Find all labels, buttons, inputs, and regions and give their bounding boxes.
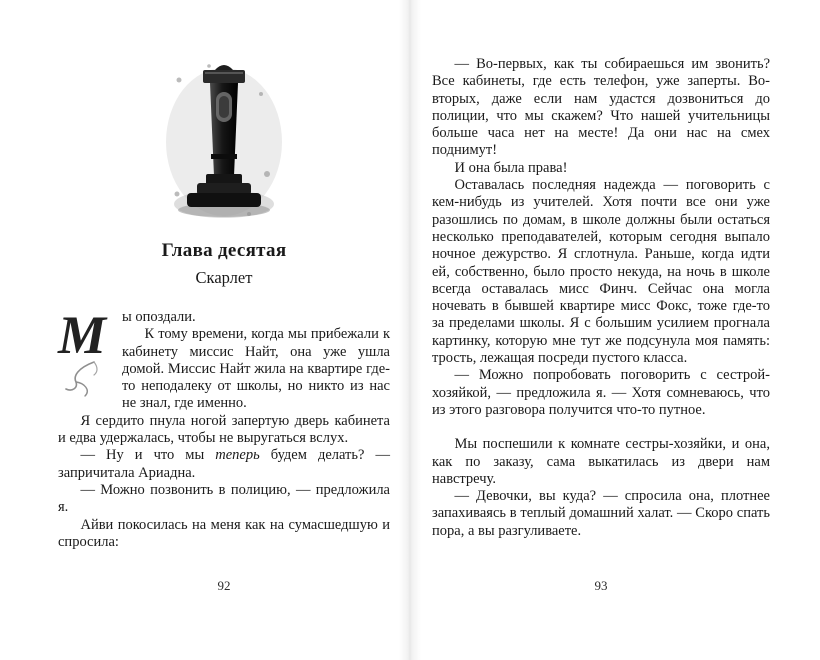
page-number-right: 93 <box>594 578 608 593</box>
flourish-ornament <box>64 361 104 397</box>
paragraph <box>432 160 770 177</box>
page-93 <box>410 0 820 660</box>
paragraph <box>432 488 770 540</box>
text-segment: Айви покосилась на меня как на сумасшедшую и спросила: <box>58 516 390 550</box>
text-segment: — Девочки, вы куда? — спросила она, плотнее запахиваясь в теплый домашний халат. — Скоро спать пора, а вы разгуливаете. <box>432 488 770 539</box>
chapter-heading: Глава десятая <box>161 240 287 261</box>
text-segment: — Ну и что мы <box>80 447 216 464</box>
page-number-left: 92 <box>217 578 231 593</box>
paragraph <box>58 447 390 482</box>
chapter-illustration <box>58 54 390 226</box>
paragraph <box>432 56 770 160</box>
text-segment: Оставалась последняя надежда — поговорить с кем-нибудь из учителей. Хотя почти все они уже разошлись по домам, в школе должны были остаться несколько преподавателей, которым сегодня выпало ночное дежурство. Я сглотнула. Раньше, когда идти ей, собственно, было просто некуда, на ночь в школе всегда оставалась мисс Финч. Сейчас она могла ночевать в бывшей квартире мисс Фокс, тоже где-то за пределами школы. Я с большим усилием прогнала картинку, которую мне тут же подсунула моя память: трость, лежащая посреди пустого класса. <box>432 177 770 367</box>
chapter-subtitle: Скарлет <box>195 268 253 287</box>
text-segment: Мы поспешили к комнате сестры-хозяйки, и она, как по заказу, сама выкатилась из двери нам навстречу. <box>432 436 770 487</box>
emphasized-text: теперь <box>215 447 260 464</box>
text-segment: Я сердито пнула ногой запертую дверь кабинета и едва удержалась, чтобы не выругаться вслух. <box>58 412 390 447</box>
text-segment: будем делать? — запричитала Ариадна. <box>58 447 390 481</box>
paragraph <box>432 367 770 419</box>
paragraph <box>432 436 770 488</box>
drop-cap-letter: М <box>58 305 107 365</box>
paragraph <box>432 177 770 367</box>
left-page-body <box>58 305 390 551</box>
paragraph <box>58 482 390 517</box>
paragraph <box>58 517 390 552</box>
pedestal-illustration <box>149 54 299 226</box>
text-segment: — Можно попробовать поговорить с сестрой-хозяйкой, — предложила я. — Хотя сомневаюсь, что из этого разговора получится что-то путное. <box>432 367 770 418</box>
paragraph <box>58 413 390 448</box>
right-page-paragraphs <box>432 56 770 540</box>
text-segment: — Можно позвонить в полицию, — предложила я. <box>58 481 390 516</box>
drop-cap <box>58 305 114 398</box>
text-segment: И она была права! <box>454 159 568 176</box>
text-segment: К тому времени, когда мы прибежали к кабинету миссис Найт, она уже ушла домой. Миссис Найт жила на квартире где-то неподалеку от школы, но никто из нас не знал, где именно. <box>122 326 390 412</box>
text-segment: — Во-первых, как ты собираешься им звонить? Все кабинеты, где есть телефон, уже заперты. Во-вторых, даже если нам удастся дозвониться до полиции, что мы скажем? Что нашей учительницы больше часа нет на месте! Да они нас на смех поднимут! <box>432 56 770 159</box>
text-segment: ы опоздали. <box>122 309 196 325</box>
right-page-body <box>432 56 770 540</box>
